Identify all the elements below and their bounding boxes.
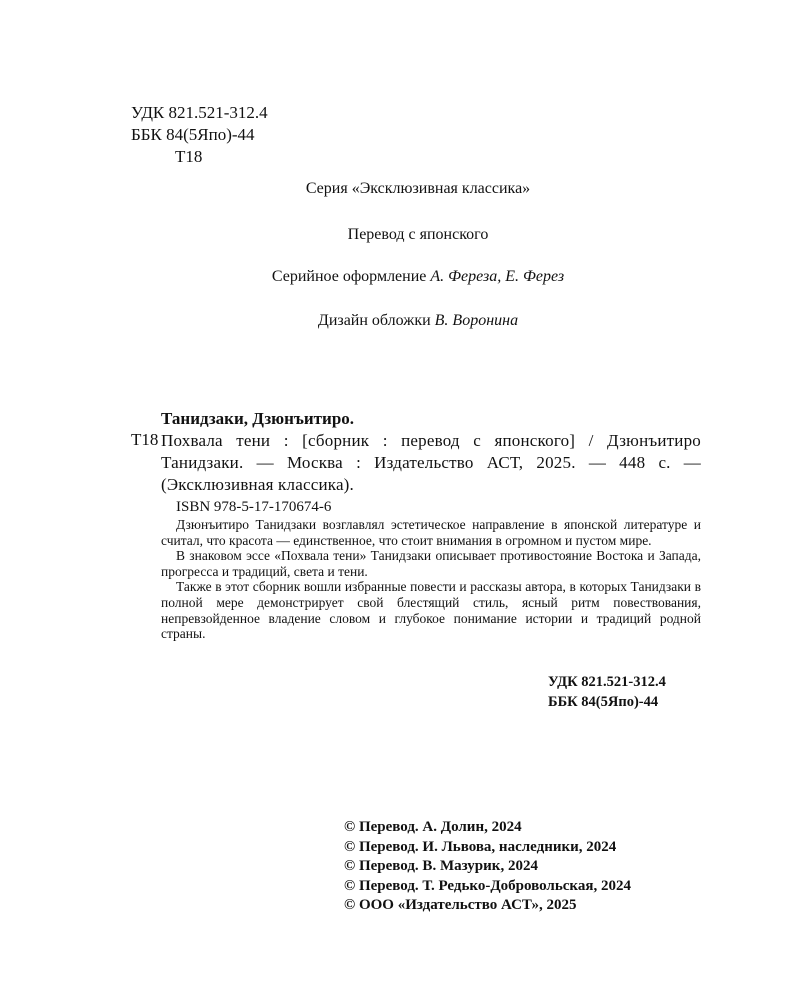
cover-design-line — [0, 312, 800, 330]
copyright-line: © Перевод. И. Львова, наследники, 2024 — [344, 838, 617, 855]
series-design-names: А. Фереза, Е. Ферез — [430, 268, 565, 285]
bbk-code: ББК 84(5Япо)-44 — [131, 125, 255, 144]
series-line: Серия «Эксклюзивная классика» — [305, 180, 531, 197]
bbk-code-bottom: ББК 84(5Япо)-44 — [548, 694, 659, 710]
copyright-line: © ООО «Издательство АСТ», 2025 — [344, 897, 577, 913]
udk-code: УДК 821.521-312.4 — [131, 103, 268, 122]
series-design-line — [0, 268, 800, 286]
series-design-label: Серийное оформление — [271, 268, 427, 285]
cover-design-label: Дизайн обложки — [317, 312, 431, 329]
cover-design-name: В. Воронина — [434, 312, 519, 329]
copyright-line: © Перевод. Т. Редько-Добровольская, 2024 — [344, 877, 631, 894]
annotation — [161, 517, 701, 642]
annotation-paragraph: Дзюнъитиро Танидзаки возглавлял эстетическое направление в японской литературе и считал, что красота — единственное, что стоит внимания в огромном и пустом мире. — [161, 517, 701, 548]
copyright-line: © Перевод. В. Мазурик, 2024 — [344, 858, 538, 874]
isbn: ISBN 978-5-17-170674-6 — [176, 499, 332, 515]
bib-author: Танидзаки, Дзюнъитиро. — [161, 409, 355, 428]
author-sign: Т18 — [175, 147, 203, 166]
bottom-classification — [548, 672, 666, 712]
translation-line: Перевод с японского — [347, 226, 489, 243]
top-classification — [131, 102, 268, 168]
bib-code: Т18 — [131, 430, 159, 449]
annotation-paragraph: В знаковом эссе «Похвала тени» Танидзаки описывает противостояние Востока и Запада, прогресса и традиций, света и тени. — [161, 548, 701, 579]
annotation-paragraph: Также в этот сборник вошли избранные повести и рассказы автора, в которых Танидзаки в полной мере демонстрирует свой блестящий стиль, ясный ритм повествования, непревзойденное владение словом и глубокое понимание истории и традиций родной страны. — [161, 579, 701, 642]
udk-code-bottom: УДК 821.521-312.4 — [548, 674, 666, 690]
copyright-block — [344, 818, 631, 916]
copyright-line: © Перевод. А. Долин, 2024 — [344, 819, 522, 835]
bib-description: Похвала тени : [сборник : перевод с японского] / Дзюнъитиро Танидзаки. — Москва : Издательство АСТ, 2025. — 448 с. — (Эксклюзивная классика). — [161, 431, 701, 494]
